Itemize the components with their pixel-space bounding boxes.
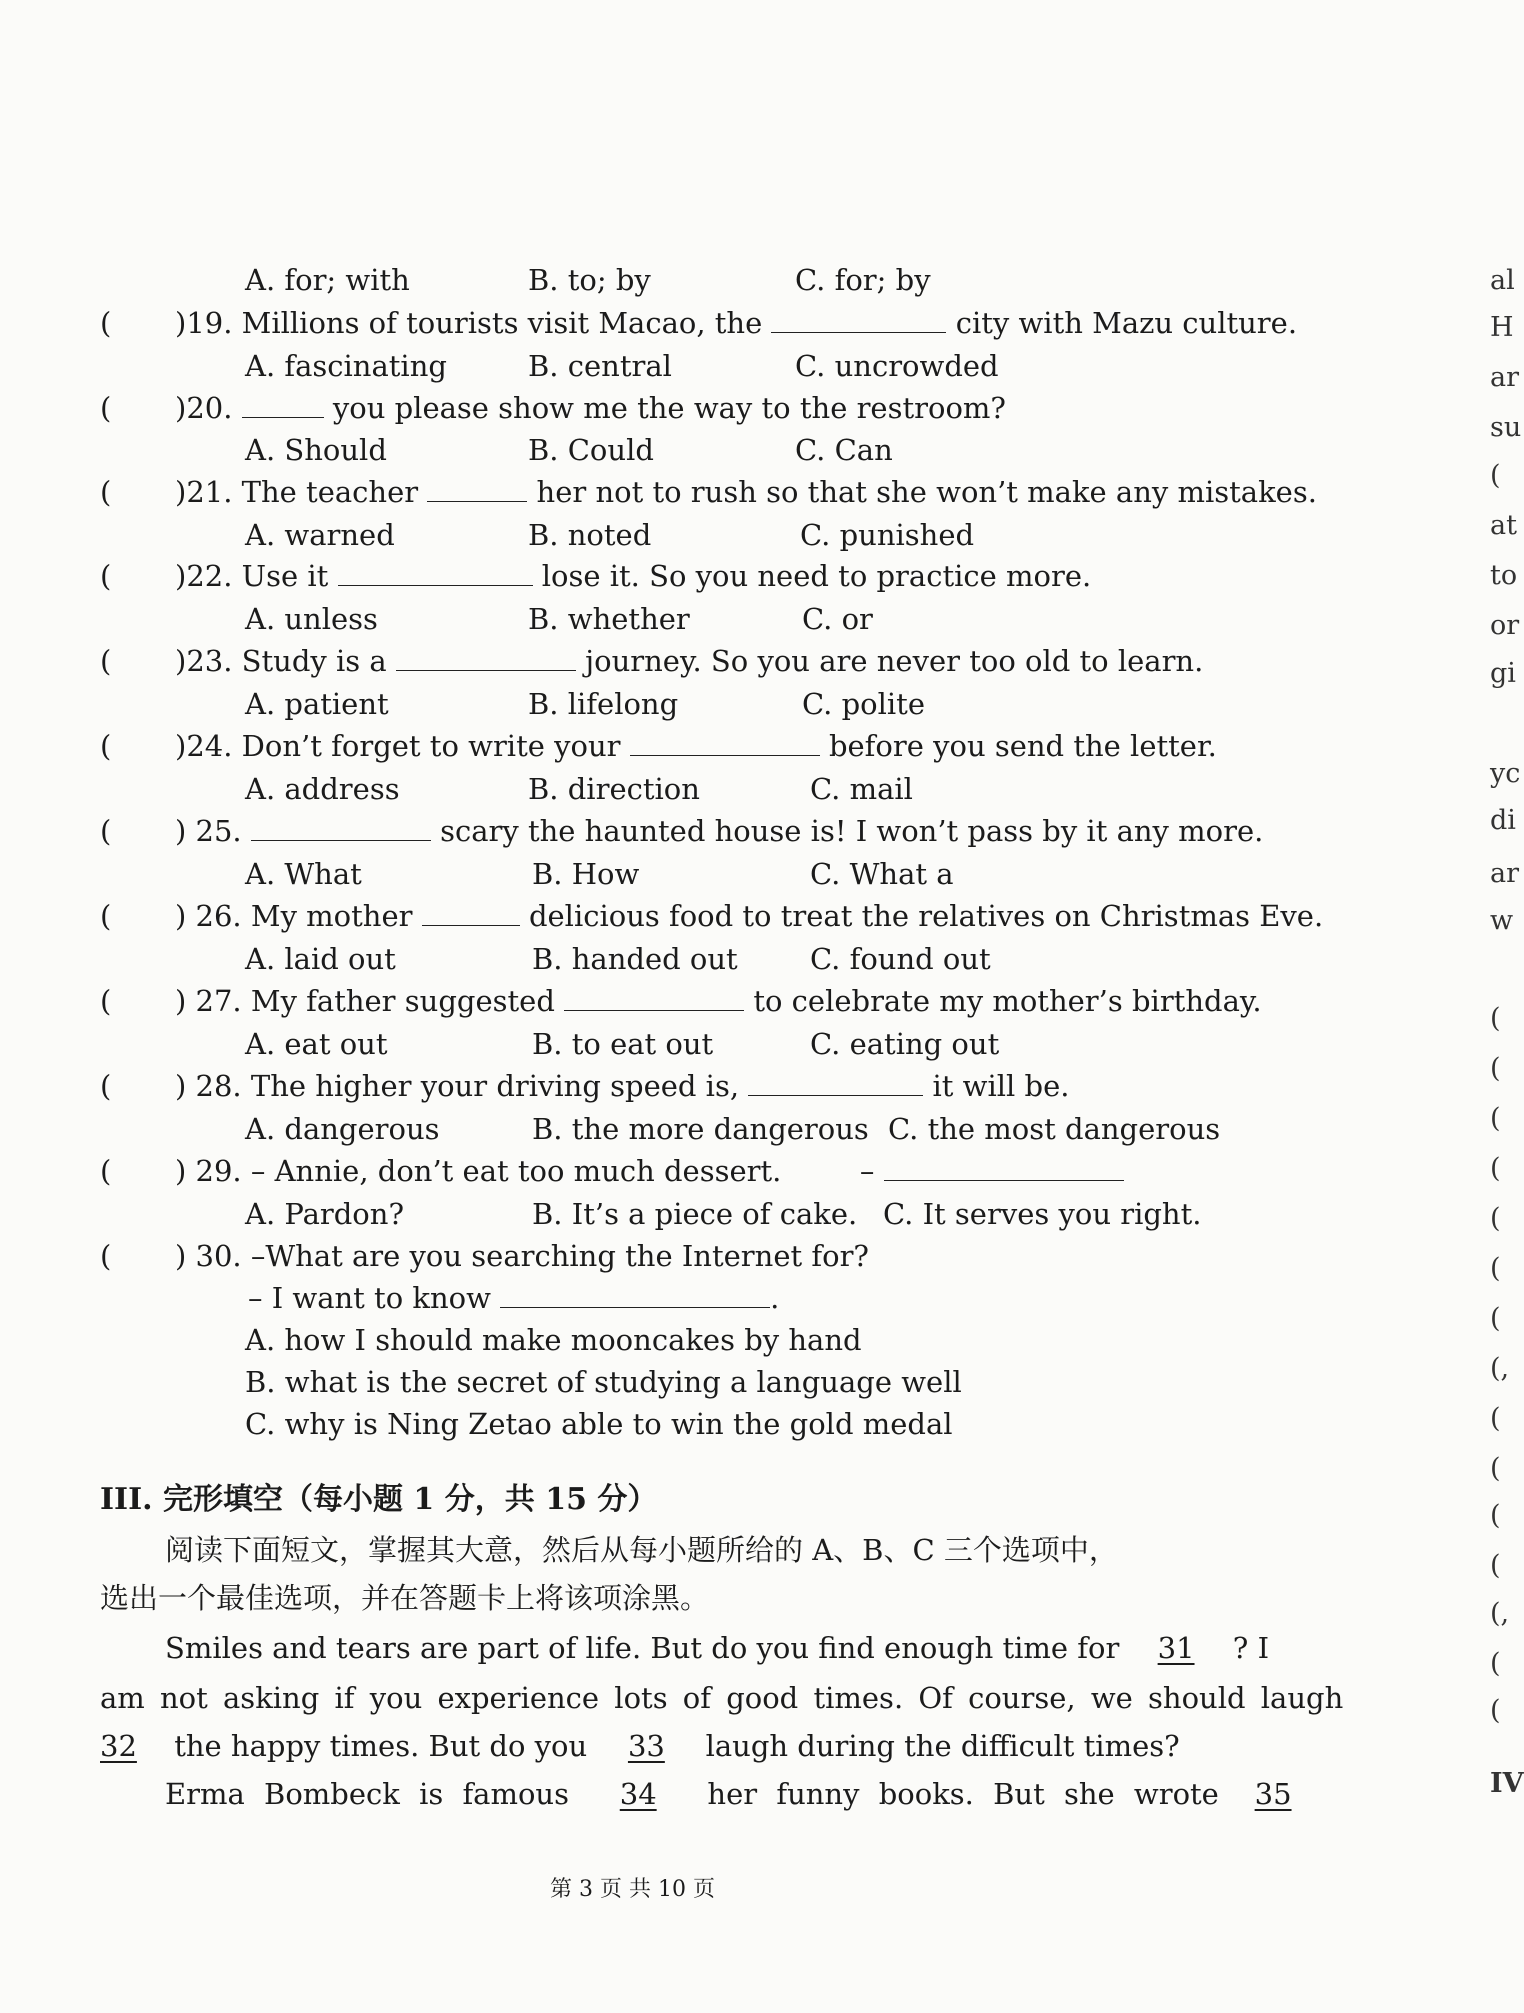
q28-option-c: C. the most dangerous: [888, 1112, 1221, 1146]
question-22: )22. Use it lose it. So you need to practice more.: [175, 559, 1092, 593]
answer-blank: [427, 475, 527, 502]
q29-option-a: A. Pardon?: [245, 1197, 404, 1231]
edge-fragment: IV: [1490, 1768, 1524, 1799]
q27-option-c: C. eating out: [810, 1027, 1000, 1061]
answer-bracket[interactable]: (: [100, 984, 112, 1018]
edge-fragment: yc: [1490, 758, 1521, 789]
edge-fragment: gi: [1490, 658, 1516, 689]
q18-option-a: A. for; with: [245, 263, 410, 297]
answer-blank: [396, 644, 576, 671]
q29-option-c: C. It serves you right.: [883, 1197, 1202, 1231]
q23-option-c: C. polite: [802, 687, 925, 721]
edge-fragment: (: [1490, 1648, 1501, 1679]
answer-bracket[interactable]: (: [100, 306, 112, 340]
q26-option-b: B. handed out: [532, 942, 738, 976]
edge-fragment: or: [1490, 610, 1520, 641]
edge-fragment: di: [1490, 805, 1516, 836]
question-21: )21. The teacher her not to rush so that she won’t make any mistakes.: [175, 475, 1317, 509]
question-28: ) 28. The higher your driving speed is, it will be.: [175, 1069, 1070, 1103]
question-20: )20. you please show me the way to the restroom?: [175, 391, 1006, 425]
passage-line-2: am not asking if you experience lots of good times. Of course, we should laugh: [100, 1681, 1344, 1715]
q21-option-a: A. warned: [245, 518, 395, 552]
q22-option-c: C. or: [802, 602, 873, 636]
q23-option-a: A. patient: [245, 687, 389, 721]
question-24: )24. Don’t forget to write your before you send the letter.: [175, 729, 1217, 763]
edge-fragment: (,: [1490, 1353, 1510, 1384]
q25-option-c: C. What a: [810, 857, 954, 891]
answer-blank: [422, 899, 520, 926]
answer-bracket[interactable]: (: [100, 391, 112, 425]
edge-fragment: H: [1490, 312, 1514, 343]
answer-blank: [564, 984, 744, 1011]
q19-option-c: C. uncrowded: [795, 349, 999, 383]
q30-option-a: A. how I should make mooncakes by hand: [245, 1323, 862, 1357]
q24-option-c: C. mail: [810, 772, 913, 806]
question-27: ) 27. My father suggested to celebrate my mother’s birthday.: [175, 984, 1262, 1018]
q18-option-b: B. to; by: [528, 263, 651, 297]
answer-bracket[interactable]: (: [100, 644, 112, 678]
question-30: ) 30. –What are you searching the Internet for?: [175, 1239, 869, 1273]
q18-option-c: C. for; by: [795, 263, 931, 297]
section-3-instructions-1: 阅读下面短文，掌握其大意，然后从每小题所给的 A、B、C 三个选项中，: [165, 1533, 1118, 1567]
q20-option-a: A. Should: [245, 433, 387, 467]
edge-fragment: (: [1490, 1103, 1501, 1134]
answer-bracket[interactable]: (: [100, 899, 112, 933]
edge-fragment: (: [1490, 1153, 1501, 1184]
question-29: ) 29. – Annie, don’t eat too much dessert. –: [175, 1153, 1124, 1189]
q22-option-b: B. whether: [528, 602, 690, 636]
edge-fragment: w: [1490, 905, 1514, 936]
q30-option-b: B. what is the secret of studying a language well: [245, 1365, 962, 1399]
edge-fragment: (: [1490, 1203, 1501, 1234]
edge-fragment: at: [1490, 510, 1517, 541]
q29-option-b: B. It’s a piece of cake.: [532, 1197, 858, 1231]
edge-fragment: (,: [1490, 1598, 1510, 1629]
answer-blank: [748, 1069, 923, 1096]
cloze-blank-34: 34: [619, 1777, 657, 1811]
q25-option-a: A. What: [245, 857, 362, 891]
q28-option-b: B. the more dangerous: [532, 1112, 869, 1146]
answer-blank: [242, 391, 324, 418]
answer-bracket[interactable]: (: [100, 729, 112, 763]
q26-option-a: A. laid out: [245, 942, 396, 976]
page-footer: 第 3 页 共 10 页: [550, 1877, 715, 1902]
answer-bracket[interactable]: (: [100, 1069, 112, 1103]
answer-blank: [251, 814, 431, 841]
question-19: )19. Millions of tourists visit Macao, the city with Mazu culture.: [175, 306, 1298, 340]
answer-bracket[interactable]: (: [100, 1154, 112, 1188]
q19-option-b: B. central: [528, 349, 672, 383]
edge-fragment: su: [1490, 412, 1522, 443]
answer-bracket[interactable]: (: [100, 559, 112, 593]
edge-fragment: (: [1490, 1253, 1501, 1284]
q28-option-a: A. dangerous: [245, 1112, 440, 1146]
section-3-title: III. 完形填空（每小题 1 分，共 15 分）: [100, 1482, 658, 1517]
edge-fragment: (: [1490, 1453, 1501, 1484]
answer-bracket[interactable]: (: [100, 475, 112, 509]
q24-option-a: A. address: [245, 772, 400, 806]
q26-option-c: C. found out: [810, 942, 991, 976]
passage-line-1: Smiles and tears are part of life. But do you find enough time for 31 ? I: [165, 1631, 1270, 1665]
answer-blank: [630, 729, 820, 756]
q21-option-c: C. punished: [800, 518, 975, 552]
q23-option-b: B. lifelong: [528, 687, 679, 721]
edge-fragment: (: [1490, 1053, 1501, 1084]
answer-blank: [338, 559, 533, 586]
section-3-instructions-2: 选出一个最佳选项，并在答题卡上将该项涂黑。: [100, 1581, 710, 1615]
edge-fragment: (: [1490, 1550, 1501, 1581]
edge-fragment: (: [1490, 1500, 1501, 1531]
edge-fragment: (: [1490, 1695, 1501, 1726]
question-30-response: – I want to know .: [248, 1281, 780, 1315]
cloze-blank-35: 35: [1254, 1777, 1292, 1811]
edge-fragment: (: [1490, 1003, 1501, 1034]
q25-option-b: B. How: [532, 857, 640, 891]
q22-option-a: A. unless: [245, 602, 378, 636]
edge-fragment: al: [1490, 265, 1515, 296]
question-23: )23. Study is a journey. So you are never too old to learn.: [175, 644, 1204, 678]
answer-blank: [500, 1281, 770, 1308]
q30-option-c: C. why is Ning Zetao able to win the gold medal: [245, 1407, 953, 1441]
answer-bracket[interactable]: (: [100, 1239, 112, 1273]
q27-option-b: B. to eat out: [532, 1027, 714, 1061]
edge-fragment: ar: [1490, 362, 1520, 393]
cloze-blank-33: 33: [627, 1729, 665, 1763]
answer-bracket[interactable]: (: [100, 814, 112, 848]
question-25: ) 25. scary the haunted house is! I won’t pass by it any more.: [175, 814, 1264, 848]
answer-blank: [771, 306, 946, 333]
cloze-blank-31: 31: [1157, 1631, 1195, 1665]
q21-option-b: B. noted: [528, 518, 652, 552]
q24-option-b: B. direction: [528, 772, 700, 806]
edge-fragment: (: [1490, 460, 1501, 491]
answer-blank: [884, 1154, 1124, 1181]
q19-option-a: A. fascinating: [245, 349, 447, 383]
passage-line-3: 32 the happy times. But do you 33 laugh during the difficult times?: [100, 1729, 1180, 1763]
edge-fragment: (: [1490, 1403, 1501, 1434]
edge-fragment: (: [1490, 1303, 1501, 1334]
q27-option-a: A. eat out: [245, 1027, 388, 1061]
edge-fragment: to: [1490, 560, 1518, 591]
question-26: ) 26. My mother delicious food to treat the relatives on Christmas Eve.: [175, 899, 1324, 933]
q20-option-c: C. Can: [795, 433, 893, 467]
passage-line-4: Erma Bombeck is famous 34 her funny books. But she wrote 35: [165, 1776, 1308, 1812]
edge-fragment: ar: [1490, 858, 1520, 889]
q20-option-b: B. Could: [528, 433, 654, 467]
cloze-blank-32: 32: [100, 1729, 137, 1763]
